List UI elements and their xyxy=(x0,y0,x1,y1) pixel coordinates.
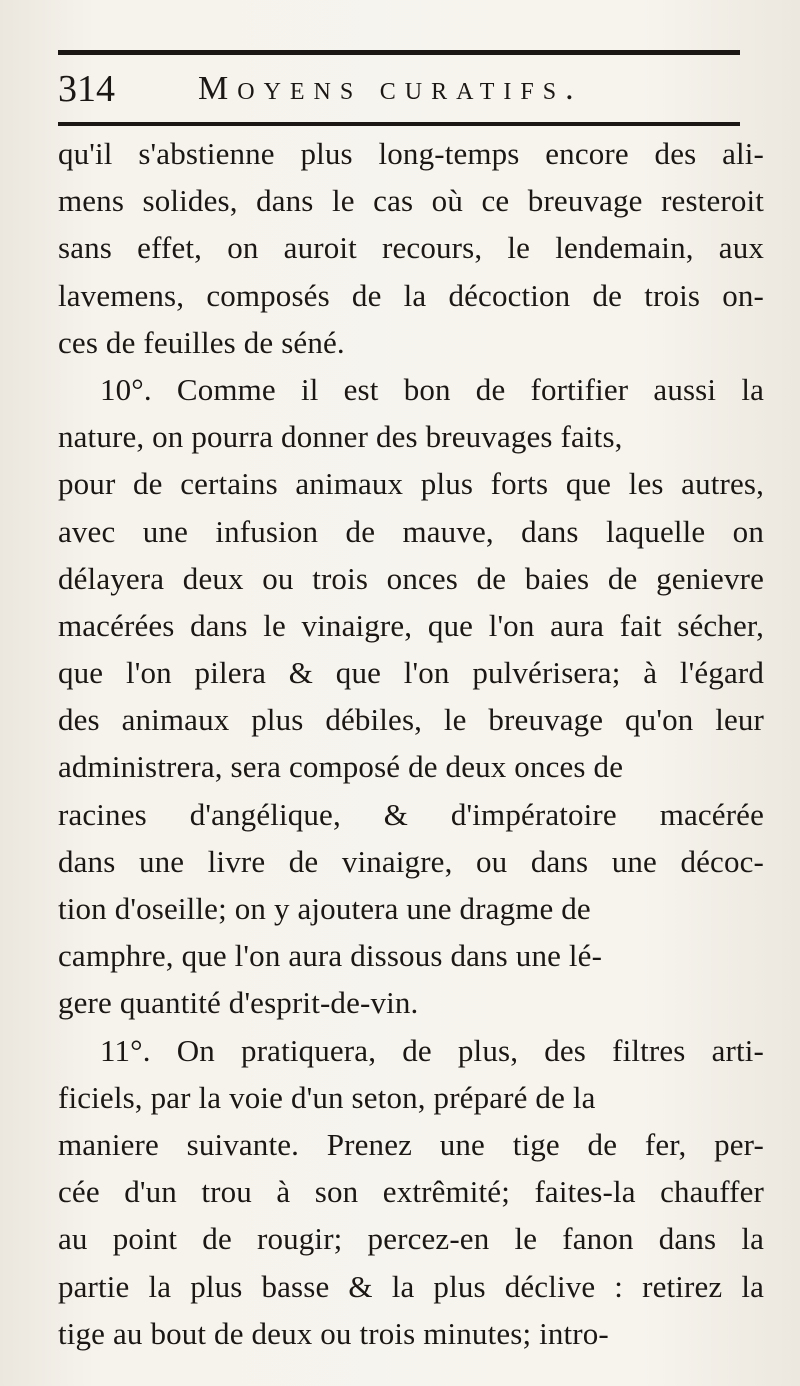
text-line: avec une infusion de mauve, dans laquelle on xyxy=(58,513,764,549)
text-line: sans effet, on auroit recours, le lendemain, aux xyxy=(58,230,764,266)
paragraph-start-line: 11°. On pratiquera, de plus, des filtres arti- xyxy=(100,1032,764,1068)
text-line: cée d'un trou à son extrêmité; faites-la chauffer xyxy=(58,1174,764,1210)
page-body xyxy=(58,130,764,1357)
page-header xyxy=(58,62,740,118)
text-line: macérées dans le vinaigre, que l'on aura fait sécher, xyxy=(58,607,764,643)
text-line: tion d'oseille; on y ajoutera une dragme de xyxy=(58,891,591,926)
page-number: 314 xyxy=(58,68,115,110)
text-line: que l'on pilera & que l'on pulvérisera; à l'égard xyxy=(58,655,764,691)
text-line: gere quantité d'esprit-de-vin. xyxy=(58,985,419,1021)
text-line: administrera, sera composé de deux onces de xyxy=(58,749,624,785)
running-head: Moyens curatifs. xyxy=(198,70,583,107)
paragraph-start-line: 10°. Comme il est bon de fortifier aussi la xyxy=(100,371,764,407)
text-line: ces de feuilles de séné. xyxy=(58,324,345,360)
text-line: maniere suivante. Prenez une tige de fer, per- xyxy=(58,1126,764,1162)
text-line: tige au bout de deux ou trois minutes; intro- xyxy=(58,1315,609,1351)
text-line: qu'il s'abstienne plus long-temps encore des ali- xyxy=(58,136,764,171)
text-line: camphre, que l'on aura dissous dans une lé- xyxy=(58,938,603,974)
text-line: au point de rougir; percez-en le fanon dans la xyxy=(58,1221,764,1257)
text-line: ficiels, par la voie d'un seton, préparé de la xyxy=(58,1079,596,1115)
text-line: nature, on pourra donner des breuvages faits, xyxy=(58,419,623,455)
text-line: pour de certains animaux plus forts que les autres, xyxy=(58,466,764,502)
text-line: dans une livre de vinaigre, ou dans une décoc- xyxy=(58,843,764,879)
text-line: des animaux plus débiles, le breuvage qu'on leur xyxy=(58,702,764,738)
text-line: partie la plus basse & la plus déclive : retirez la xyxy=(58,1268,764,1304)
text-line: mens solides, dans le cas où ce breuvage resteroit xyxy=(58,183,764,219)
text-line: délayera deux ou trois onces de baies de genievre xyxy=(58,560,764,596)
text-line: lavemens, composés de la décoction de trois on- xyxy=(58,277,764,313)
header-rule-bottom xyxy=(58,122,740,126)
text-line: racines d'angélique, & d'impératoire macérée xyxy=(58,796,764,832)
header-rule-top xyxy=(58,50,740,55)
